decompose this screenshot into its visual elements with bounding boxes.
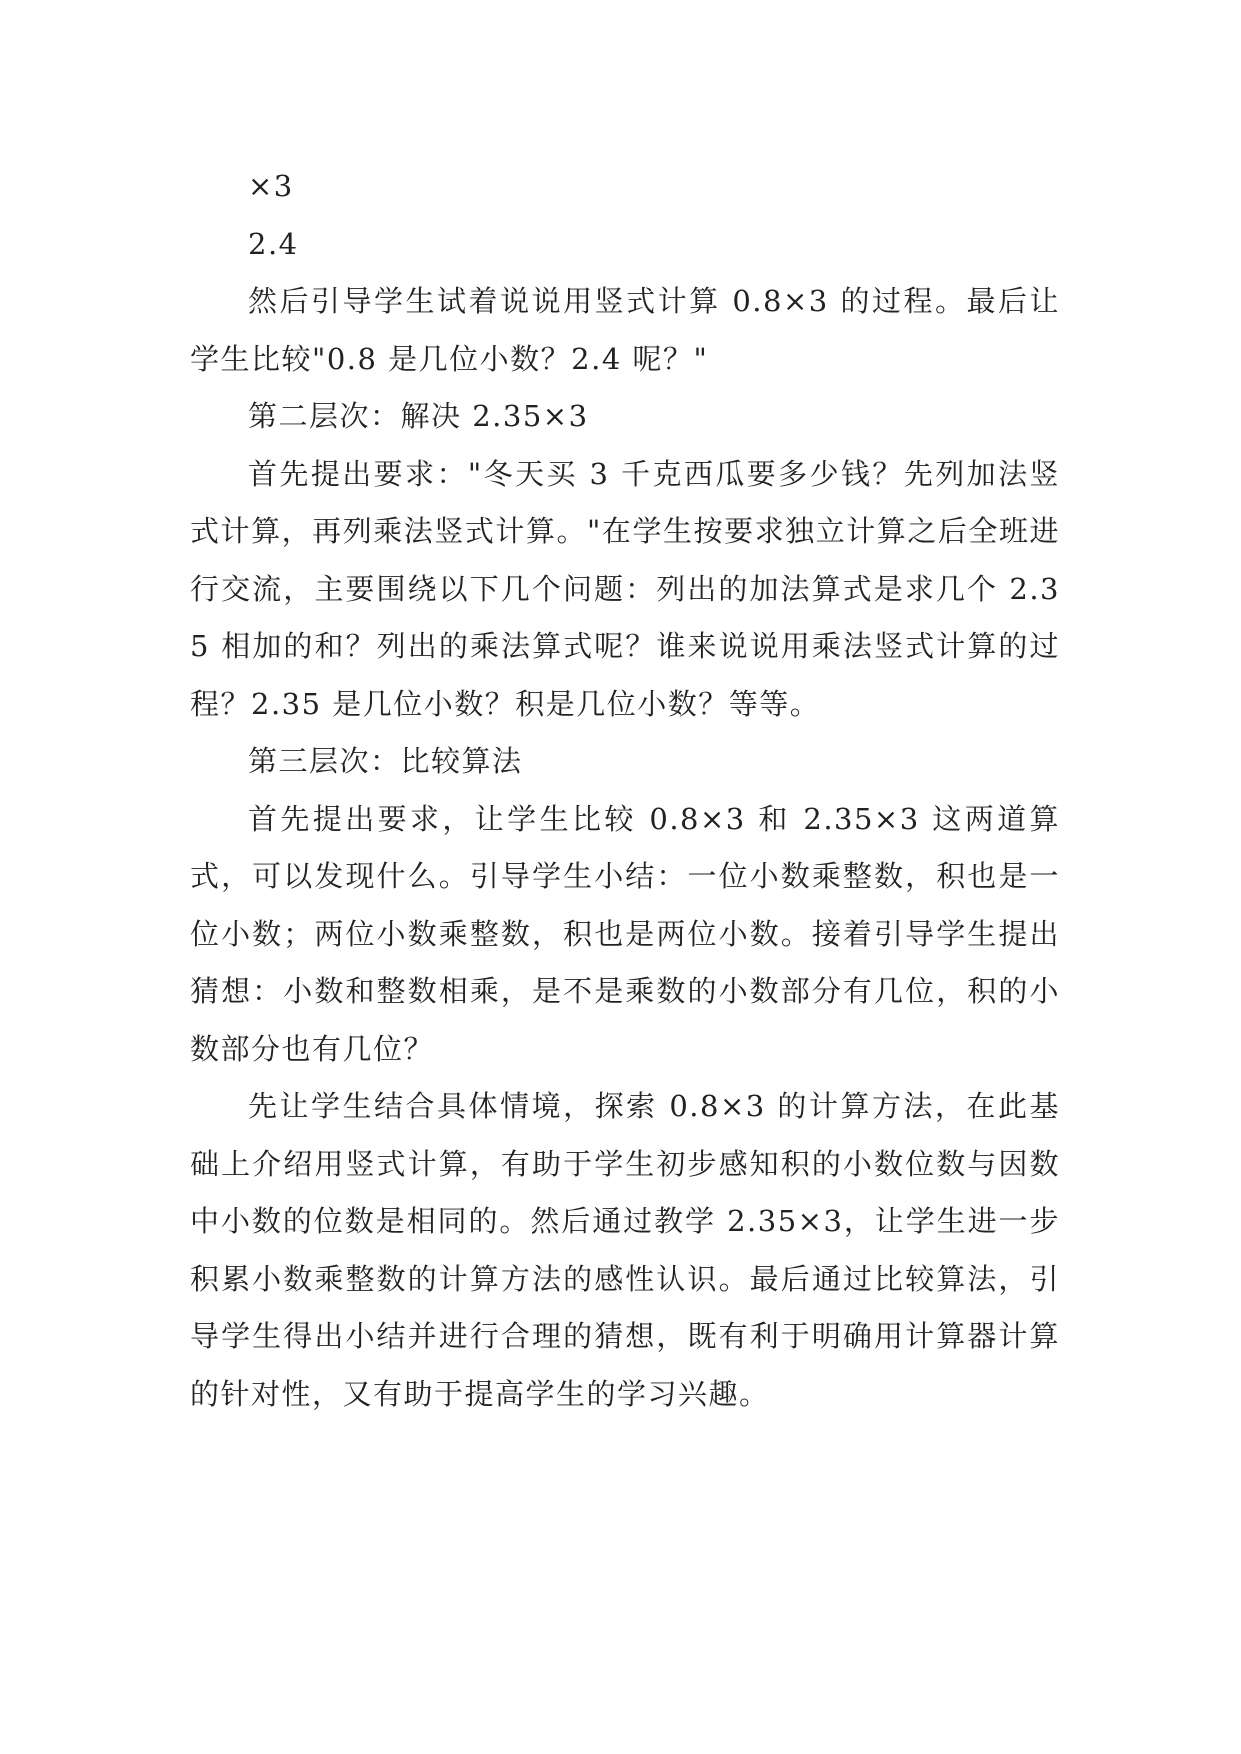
paragraph-level-two: 首先提出要求："冬天买 3 千克西瓜要多少钱？先列加法竖式计算，再列乘法竖式计算。"在学生按要求独立计算之后全班进行交流，主要围绕以下几个问题：列出的加法算式是求几个 2.35 相加的和？列出的乘法算式呢？谁来说说用乘法竖式计算的过程？2.35 是几位小数？积是几位小数？等等。 <box>190 456 1060 721</box>
paragraph-multiplier: ×3 <box>248 169 294 203</box>
paragraph-level-three: 首先提出要求，让学生比较 0.8×3 和 2.35×3 这两道算式，可以发现什么。引导学生小结：一位小数乘整数，积也是一位小数；两位小数乘整数，积也是两位小数。接着引导学生提出猜想：小数和整数相乘，是不是乘数的小数部分有几位，积的小数部分也有几位？ <box>190 801 1060 1066</box>
heading-level-two: 第二层次：解决 2.35×3 <box>248 399 589 433</box>
paragraph-product: 2.4 <box>248 226 299 261</box>
document-body <box>190 158 1060 1423</box>
heading-level-three: 第三层次：比较算法 <box>248 744 523 778</box>
paragraph-guide-vertical: 然后引导学生试着说说用竖式计算 0.8×3 的过程。最后让学生比较"0.8 是几位小数？2.4 呢？" <box>190 284 1060 376</box>
paragraph-summary: 先让学生结合具体情境，探索 0.8×3 的计算方法，在此基础上介绍用竖式计算，有助于学生初步感知积的小数位数与因数中小数的位数是相同的。然后通过教学 2.35×3，让学生进一步积累小数乘整数的计算方法的感性认识。最后通过比较算法，引导学生得出小结并进行合理的猜想，既有利于明确用计算器计算的针对性，又有助于提高学生的学习兴趣。 <box>190 1089 1060 1411</box>
